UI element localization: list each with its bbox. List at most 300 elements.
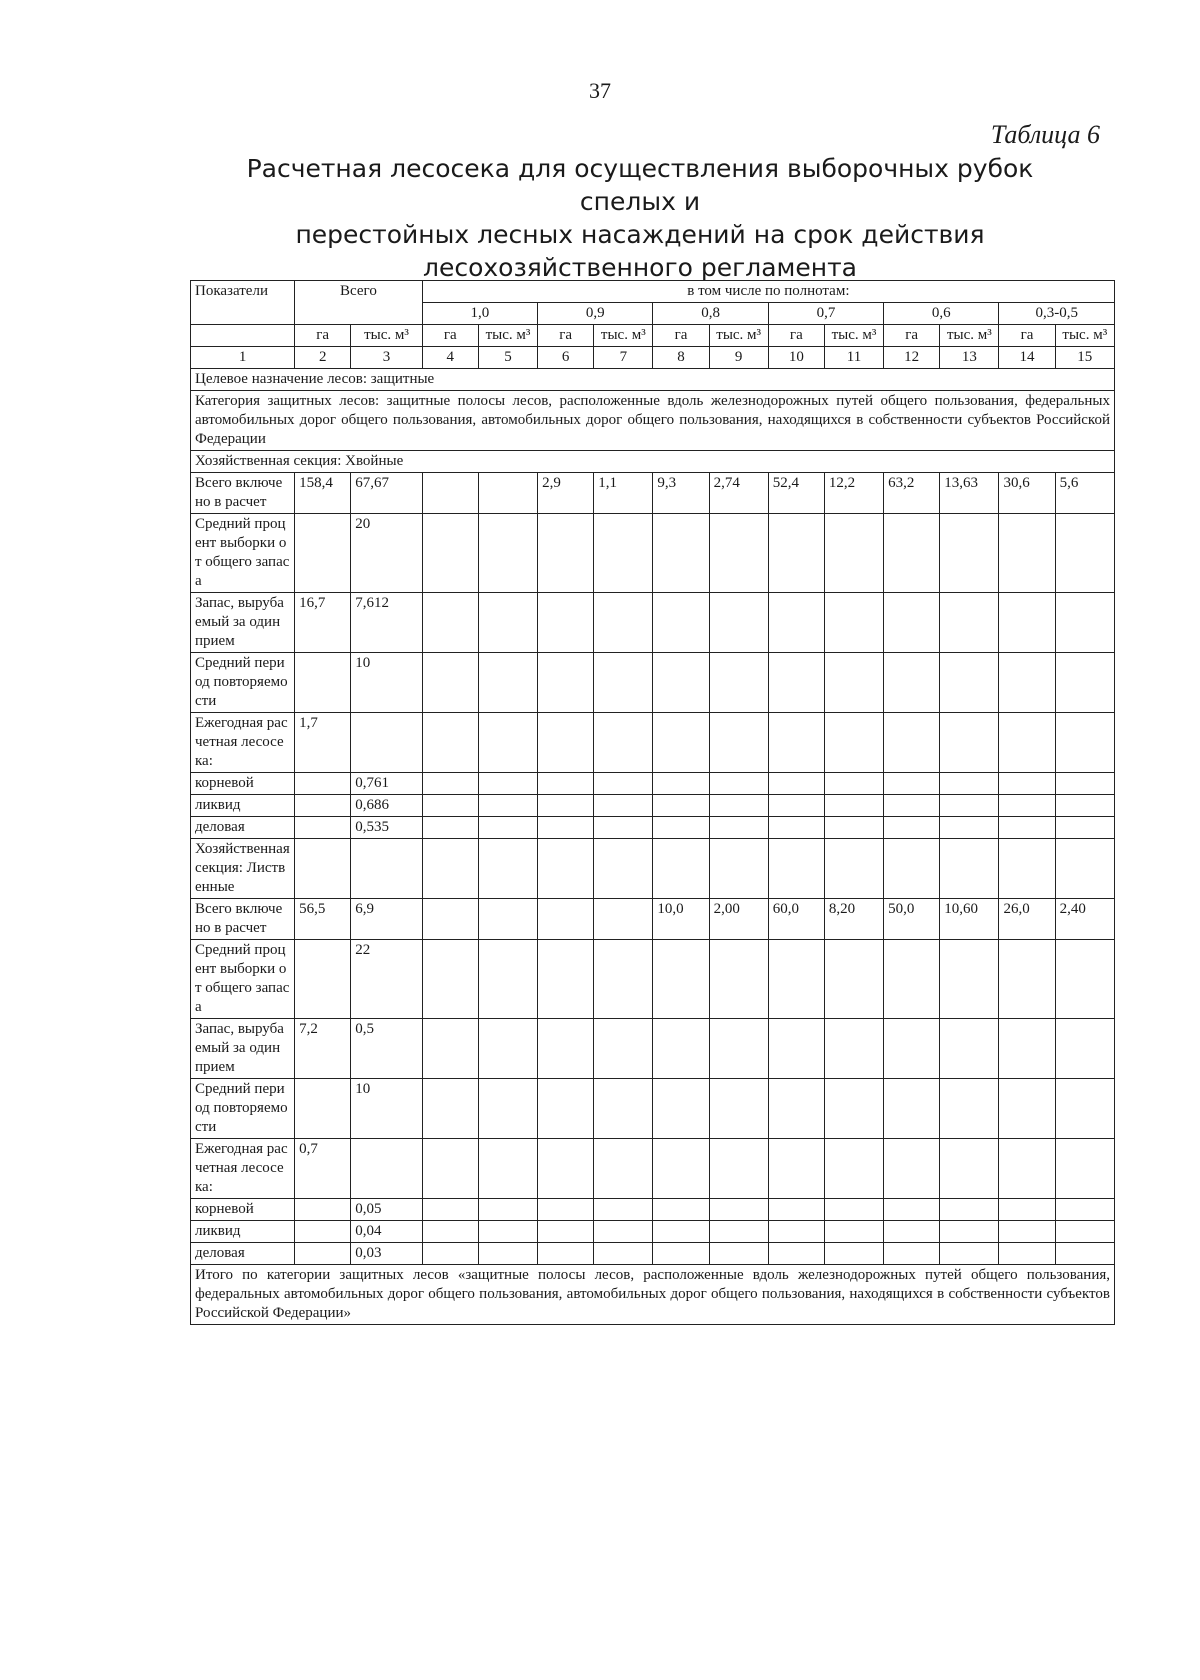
value-cell	[422, 795, 478, 817]
value-cell	[999, 1221, 1055, 1243]
header-density: 0,3-0,5	[999, 303, 1115, 325]
value-cell: 7,2	[295, 1019, 351, 1079]
value-cell	[538, 817, 594, 839]
value-cell	[653, 593, 709, 653]
value-cell	[709, 514, 768, 593]
value-cell	[422, 1221, 478, 1243]
value-cell	[940, 593, 999, 653]
value-cell	[999, 773, 1055, 795]
row-label: Всего включено в расчет	[191, 473, 295, 514]
value-cell	[594, 773, 653, 795]
value-cell	[478, 1199, 537, 1221]
column-number-cell: 3	[351, 347, 422, 369]
value-cell	[940, 773, 999, 795]
value-cell	[768, 773, 824, 795]
value-cell	[538, 514, 594, 593]
value-cell	[884, 839, 940, 899]
column-number-cell: 8	[653, 347, 709, 369]
value-cell	[1055, 514, 1114, 593]
column-number-cell: 12	[884, 347, 940, 369]
value-cell	[999, 653, 1055, 713]
value-cell	[884, 773, 940, 795]
value-cell	[1055, 653, 1114, 713]
value-cell: 30,6	[999, 473, 1055, 514]
value-cell	[295, 653, 351, 713]
table-row	[191, 940, 1115, 1019]
value-cell: 0,5	[351, 1019, 422, 1079]
row-label: Ежегодная расчетная лесосека:	[191, 713, 295, 773]
value-cell	[594, 713, 653, 773]
value-cell	[940, 1079, 999, 1139]
value-cell	[594, 817, 653, 839]
value-cell: 20	[351, 514, 422, 593]
value-cell: 0,04	[351, 1221, 422, 1243]
value-cell	[422, 1199, 478, 1221]
value-cell	[940, 1221, 999, 1243]
value-cell	[1055, 1199, 1114, 1221]
unit-cell: тыс. м³	[824, 325, 883, 347]
value-cell	[422, 1079, 478, 1139]
value-cell	[1055, 593, 1114, 653]
value-cell	[768, 514, 824, 593]
value-cell	[653, 514, 709, 593]
value-cell	[538, 899, 594, 940]
value-cell	[478, 1079, 537, 1139]
header-density: 0,7	[768, 303, 883, 325]
table-row	[191, 1199, 1115, 1221]
value-cell	[422, 653, 478, 713]
value-cell	[824, 1221, 883, 1243]
value-cell: 0,03	[351, 1243, 422, 1265]
value-cell	[295, 514, 351, 593]
value-cell	[709, 1019, 768, 1079]
title-line: перестойных лесных насаждений на срок действия	[295, 220, 985, 249]
value-cell	[824, 773, 883, 795]
value-cell	[1055, 1243, 1114, 1265]
unit-cell: га	[422, 325, 478, 347]
row-label: Запас, вырубаемый за один прием	[191, 1019, 295, 1079]
value-cell	[594, 1243, 653, 1265]
value-cell	[940, 817, 999, 839]
unit-cell: тыс. м³	[709, 325, 768, 347]
value-cell	[884, 1019, 940, 1079]
value-cell	[1055, 839, 1114, 899]
table-row	[191, 817, 1115, 839]
value-cell: 2,9	[538, 473, 594, 514]
value-cell	[295, 1243, 351, 1265]
value-cell	[824, 593, 883, 653]
value-cell	[538, 653, 594, 713]
value-cell	[940, 795, 999, 817]
document-title	[200, 152, 1080, 284]
value-cell	[653, 795, 709, 817]
value-cell: 2,74	[709, 473, 768, 514]
value-cell	[1055, 713, 1114, 773]
value-cell	[1055, 1019, 1114, 1079]
value-cell: 10,60	[940, 899, 999, 940]
value-cell	[1055, 940, 1114, 1019]
value-cell	[478, 773, 537, 795]
value-cell	[884, 1079, 940, 1139]
value-cell	[940, 514, 999, 593]
row-label: корневой	[191, 1199, 295, 1221]
title-line: лесохозяйственного регламента	[422, 253, 857, 282]
value-cell	[824, 653, 883, 713]
value-cell	[594, 899, 653, 940]
value-cell	[653, 940, 709, 1019]
table-row	[191, 795, 1115, 817]
value-cell	[594, 593, 653, 653]
table-row	[191, 593, 1115, 653]
value-cell	[422, 1019, 478, 1079]
value-cell	[295, 1199, 351, 1221]
table-row	[191, 1019, 1115, 1079]
value-cell	[478, 940, 537, 1019]
value-cell	[768, 839, 824, 899]
value-cell: 0,7	[295, 1139, 351, 1199]
value-cell	[538, 839, 594, 899]
value-cell	[538, 593, 594, 653]
row-label: Средний период повторяемости	[191, 1079, 295, 1139]
column-number-cell: 13	[940, 347, 999, 369]
column-number-cell: 7	[594, 347, 653, 369]
table-row	[191, 514, 1115, 593]
value-cell	[538, 1243, 594, 1265]
header-column-numbers-row	[191, 347, 1115, 369]
value-cell	[884, 593, 940, 653]
value-cell	[538, 940, 594, 1019]
value-cell	[653, 1199, 709, 1221]
value-cell	[768, 1243, 824, 1265]
table-label: Таблица 6	[990, 120, 1100, 149]
value-cell	[478, 839, 537, 899]
value-cell	[422, 593, 478, 653]
value-cell	[768, 653, 824, 713]
header-density: 0,8	[653, 303, 768, 325]
table-row	[191, 1243, 1115, 1265]
value-cell	[478, 514, 537, 593]
value-cell	[422, 473, 478, 514]
purpose-cell: Целевое назначение лесов: защитные	[191, 369, 1115, 391]
value-cell	[999, 1079, 1055, 1139]
value-cell	[653, 839, 709, 899]
value-cell	[940, 839, 999, 899]
unit-cell: га	[884, 325, 940, 347]
unit-cell: тыс. м³	[594, 325, 653, 347]
value-cell	[538, 1019, 594, 1079]
value-cell	[999, 839, 1055, 899]
unit-cell: га	[768, 325, 824, 347]
column-number-cell: 2	[295, 347, 351, 369]
value-cell	[478, 817, 537, 839]
value-cell: 5,6	[1055, 473, 1114, 514]
table-row	[191, 1139, 1115, 1199]
table-row	[191, 713, 1115, 773]
value-cell	[422, 713, 478, 773]
value-cell	[422, 817, 478, 839]
value-cell: 52,4	[768, 473, 824, 514]
value-cell	[653, 1221, 709, 1243]
value-cell	[824, 940, 883, 1019]
value-cell	[594, 653, 653, 713]
value-cell	[594, 1079, 653, 1139]
value-cell	[594, 1221, 653, 1243]
value-cell	[709, 1243, 768, 1265]
value-cell: 63,2	[884, 473, 940, 514]
value-cell	[884, 653, 940, 713]
value-cell: 16,7	[295, 593, 351, 653]
header-row-1	[191, 281, 1115, 303]
value-cell	[478, 653, 537, 713]
value-cell	[295, 1221, 351, 1243]
column-number-cell: 14	[999, 347, 1055, 369]
value-cell	[1055, 817, 1114, 839]
value-cell: 9,3	[653, 473, 709, 514]
value-cell	[768, 1221, 824, 1243]
value-cell	[478, 899, 537, 940]
value-cell: 67,67	[351, 473, 422, 514]
row-label: деловая	[191, 1243, 295, 1265]
value-cell	[538, 1139, 594, 1199]
value-cell	[768, 817, 824, 839]
value-cell	[653, 1079, 709, 1139]
value-cell	[594, 1199, 653, 1221]
row-label: Ежегодная расчетная лесосека:	[191, 1139, 295, 1199]
value-cell	[295, 1079, 351, 1139]
header-units-row	[191, 325, 1115, 347]
value-cell	[768, 1139, 824, 1199]
value-cell	[884, 1221, 940, 1243]
value-cell	[709, 773, 768, 795]
category-cell: Категория защитных лесов: защитные полосы лесов, расположенные вдоль железнодорожных путей общего пользования, федеральных автомобильных дорог общего пользования, автомобильных дорог общего пользования, находящихся в собственности субъектов Российской Федерации	[191, 391, 1115, 451]
value-cell	[709, 713, 768, 773]
purpose-cell-row	[191, 369, 1115, 391]
value-cell: 2,00	[709, 899, 768, 940]
value-cell	[940, 653, 999, 713]
value-cell	[940, 1199, 999, 1221]
value-cell: 56,5	[295, 899, 351, 940]
row-label: Всего включено в расчет	[191, 899, 295, 940]
value-cell	[538, 713, 594, 773]
column-number-cell: 1	[191, 347, 295, 369]
value-cell	[768, 1019, 824, 1079]
value-cell	[653, 653, 709, 713]
value-cell	[709, 1079, 768, 1139]
value-cell	[653, 1139, 709, 1199]
value-cell	[422, 1243, 478, 1265]
row-label: деловая	[191, 817, 295, 839]
value-cell	[478, 713, 537, 773]
column-number-cell: 15	[1055, 347, 1114, 369]
value-cell	[538, 773, 594, 795]
row-label: Запас, вырубаемый за один прием	[191, 593, 295, 653]
value-cell	[999, 940, 1055, 1019]
value-cell	[824, 1079, 883, 1139]
value-cell	[538, 1079, 594, 1139]
column-number-cell: 5	[478, 347, 537, 369]
unit-cell: га	[653, 325, 709, 347]
value-cell: 22	[351, 940, 422, 1019]
row-label: ликвид	[191, 1221, 295, 1243]
value-cell: 26,0	[999, 899, 1055, 940]
value-cell	[824, 514, 883, 593]
value-cell: 10	[351, 653, 422, 713]
value-cell	[422, 940, 478, 1019]
value-cell	[824, 1243, 883, 1265]
section-deciduous-row	[191, 839, 1115, 899]
value-cell	[653, 817, 709, 839]
value-cell	[1055, 795, 1114, 817]
row-label: Средний процент выборки от общего запаса	[191, 514, 295, 593]
value-cell: 10,0	[653, 899, 709, 940]
value-cell	[422, 514, 478, 593]
value-cell	[422, 773, 478, 795]
value-cell: 7,612	[351, 593, 422, 653]
value-cell	[594, 940, 653, 1019]
value-cell	[999, 795, 1055, 817]
value-cell	[884, 514, 940, 593]
value-cell	[295, 817, 351, 839]
row-label: Средний процент выборки от общего запаса	[191, 940, 295, 1019]
table-row	[191, 899, 1115, 940]
value-cell: 60,0	[768, 899, 824, 940]
value-cell	[940, 940, 999, 1019]
value-cell	[824, 839, 883, 899]
value-cell: 1,1	[594, 473, 653, 514]
section-deciduous-label: Хозяйственная секция: Лиственные	[191, 839, 295, 899]
value-cell	[594, 514, 653, 593]
cutting-area-table	[190, 280, 1115, 1325]
header-density: 1,0	[422, 303, 537, 325]
unit-cell: тыс. м³	[940, 325, 999, 347]
value-cell	[653, 1243, 709, 1265]
column-number-cell: 4	[422, 347, 478, 369]
unit-cell: га	[999, 325, 1055, 347]
unit-cell: тыс. м³	[351, 325, 422, 347]
value-cell: 50,0	[884, 899, 940, 940]
value-cell	[999, 817, 1055, 839]
unit-cell: га	[295, 325, 351, 347]
table-row	[191, 1221, 1115, 1243]
value-cell	[709, 817, 768, 839]
value-cell	[295, 940, 351, 1019]
value-cell: 0,686	[351, 795, 422, 817]
value-cell	[709, 653, 768, 713]
value-cell: 2,40	[1055, 899, 1114, 940]
value-cell: 10	[351, 1079, 422, 1139]
column-number-cell: 10	[768, 347, 824, 369]
value-cell	[538, 795, 594, 817]
value-cell: 1,7	[295, 713, 351, 773]
value-cell	[295, 839, 351, 899]
value-cell	[538, 1221, 594, 1243]
value-cell	[478, 1139, 537, 1199]
value-cell	[940, 1243, 999, 1265]
category-cell-row	[191, 391, 1115, 451]
value-cell	[768, 795, 824, 817]
section-conifer-cell-row	[191, 451, 1115, 473]
value-cell	[940, 1139, 999, 1199]
value-cell	[824, 1139, 883, 1199]
value-cell	[422, 899, 478, 940]
value-cell	[351, 839, 422, 899]
table-body	[191, 369, 1115, 1325]
header-indicators: Показатели	[191, 281, 295, 325]
value-cell	[478, 1221, 537, 1243]
value-cell	[295, 795, 351, 817]
section-conifer-cell: Хозяйственная секция: Хвойные	[191, 451, 1115, 473]
value-cell	[768, 593, 824, 653]
value-cell	[594, 1019, 653, 1079]
value-cell: 6,9	[351, 899, 422, 940]
value-cell	[884, 713, 940, 773]
value-cell	[538, 1199, 594, 1221]
value-cell	[999, 1019, 1055, 1079]
value-cell	[884, 1139, 940, 1199]
table-row	[191, 1079, 1115, 1139]
header-total: Всего	[295, 281, 423, 325]
value-cell	[1055, 773, 1114, 795]
value-cell	[653, 773, 709, 795]
total-note-cell-row	[191, 1265, 1115, 1325]
header-density: 0,9	[538, 303, 653, 325]
value-cell	[999, 1243, 1055, 1265]
value-cell	[478, 1019, 537, 1079]
value-cell	[1055, 1221, 1114, 1243]
value-cell	[824, 795, 883, 817]
value-cell	[1055, 1079, 1114, 1139]
value-cell	[768, 940, 824, 1019]
column-number-cell: 9	[709, 347, 768, 369]
units-blank-cell	[191, 325, 295, 347]
row-label: Средний период повторяемости	[191, 653, 295, 713]
value-cell	[768, 1079, 824, 1139]
value-cell: 0,535	[351, 817, 422, 839]
value-cell	[999, 1199, 1055, 1221]
value-cell	[824, 1019, 883, 1079]
value-cell	[478, 795, 537, 817]
total-note-cell: Итого по категории защитных лесов «защитные полосы лесов, расположенные вдоль железнодорожных путей общего пользования, федеральных автомобильных дорог общего пользования, автомобильных дорог общего пользования, находящихся в собственности субъектов Российской Федерации»	[191, 1265, 1115, 1325]
value-cell: 158,4	[295, 473, 351, 514]
value-cell	[351, 713, 422, 773]
value-cell	[594, 795, 653, 817]
value-cell	[709, 839, 768, 899]
table-row	[191, 653, 1115, 713]
value-cell	[709, 1199, 768, 1221]
value-cell	[594, 839, 653, 899]
value-cell	[295, 773, 351, 795]
value-cell: 12,2	[824, 473, 883, 514]
value-cell	[709, 795, 768, 817]
title-line: Расчетная лесосека для осуществления выборочных рубок спелых и	[246, 154, 1034, 216]
value-cell	[884, 1199, 940, 1221]
value-cell	[824, 713, 883, 773]
unit-cell: тыс. м³	[1055, 325, 1114, 347]
value-cell	[768, 1199, 824, 1221]
value-cell	[768, 713, 824, 773]
header-density: 0,6	[884, 303, 999, 325]
value-cell: 0,05	[351, 1199, 422, 1221]
value-cell	[351, 1139, 422, 1199]
value-cell	[824, 1199, 883, 1221]
unit-cell: га	[538, 325, 594, 347]
value-cell	[653, 713, 709, 773]
value-cell	[884, 795, 940, 817]
row-label: корневой	[191, 773, 295, 795]
value-cell	[999, 1139, 1055, 1199]
value-cell	[478, 593, 537, 653]
value-cell	[999, 593, 1055, 653]
